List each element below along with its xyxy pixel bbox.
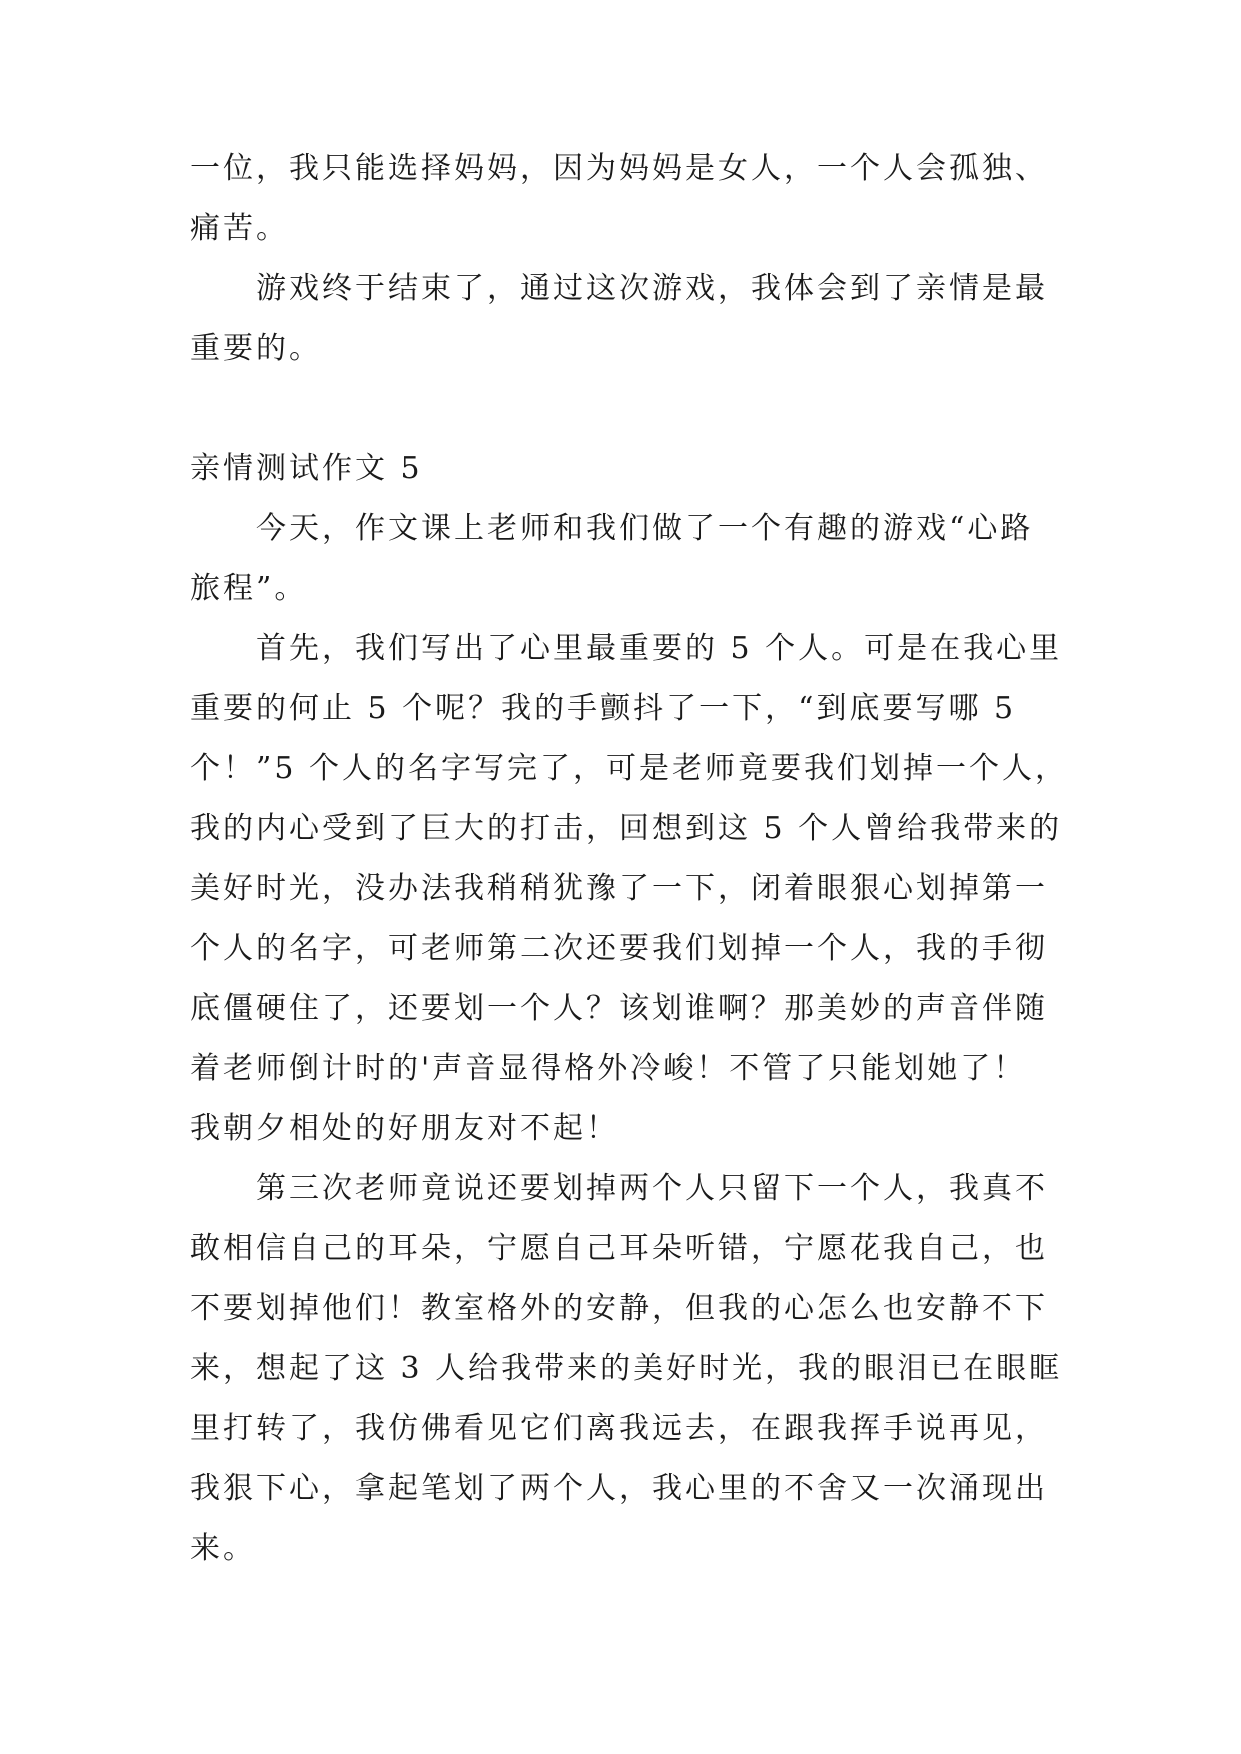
- text-line: 美好时光，没办法我稍稍犹豫了一下，闭着眼狠心划掉第一: [190, 871, 1048, 906]
- text-line: 首先，我们写出了心里最重要的 5 个人。可是在我心里: [256, 631, 1063, 666]
- text-line: 底僵硬住了，还要划一个人？该划谁啊？那美妙的声音伴随: [190, 991, 1048, 1026]
- text-line: 我的内心受到了巨大的打击，回想到这 5 个人曾给我带来的: [190, 811, 1063, 846]
- text-line: 游戏终于结束了，通过这次游戏，我体会到了亲情是最: [256, 271, 1048, 306]
- text-line: 重要的。: [190, 331, 322, 366]
- text-line: 不要划掉他们！教室格外的安静，但我的心怎么也安静不下: [190, 1291, 1048, 1326]
- text-line: 痛苦。: [190, 211, 289, 246]
- text-line: 来，想起了这 3 人给我带来的美好时光，我的眼泪已在眼眶: [190, 1351, 1063, 1386]
- text-line: 旅程”。: [190, 571, 308, 606]
- text-line: 一位，我只能选择妈妈，因为妈妈是女人，一个人会孤独、: [190, 151, 1048, 186]
- text-line: 重要的何止 5 个呢？我的手颤抖了一下，“到底要写哪 5: [190, 691, 1017, 726]
- text-line: 里打转了，我仿佛看见它们离我远去，在跟我挥手说再见，: [190, 1411, 1048, 1446]
- text-line: 我朝夕相处的好朋友对不起！: [190, 1111, 619, 1146]
- text-line: 我狠下心，拿起笔划了两个人，我心里的不舍又一次涌现出: [190, 1471, 1048, 1506]
- text-line: 个！”5 个人的名字写完了，可是老师竟要我们划掉一个人，: [190, 751, 1068, 786]
- text-line: 敢相信自己的耳朵，宁愿自己耳朵听错，宁愿花我自己，也: [190, 1231, 1048, 1266]
- document-body: [190, 139, 1070, 1579]
- section-heading: 亲情测试作文 5: [190, 451, 423, 486]
- paragraph-spacer: [190, 379, 1070, 439]
- text-line: 个人的名字，可老师第二次还要我们划掉一个人，我的手彻: [190, 931, 1048, 966]
- text-line: 第三次老师竟说还要划掉两个人只留下一个人，我真不: [256, 1171, 1048, 1206]
- text-line: 今天，作文课上老师和我们做了一个有趣的游戏“心路: [256, 511, 1034, 546]
- text-line: 着老师倒计时的'声音显得格外冷峻！不管了只能划她了！: [190, 1051, 1027, 1086]
- text-line: 来。: [190, 1531, 256, 1566]
